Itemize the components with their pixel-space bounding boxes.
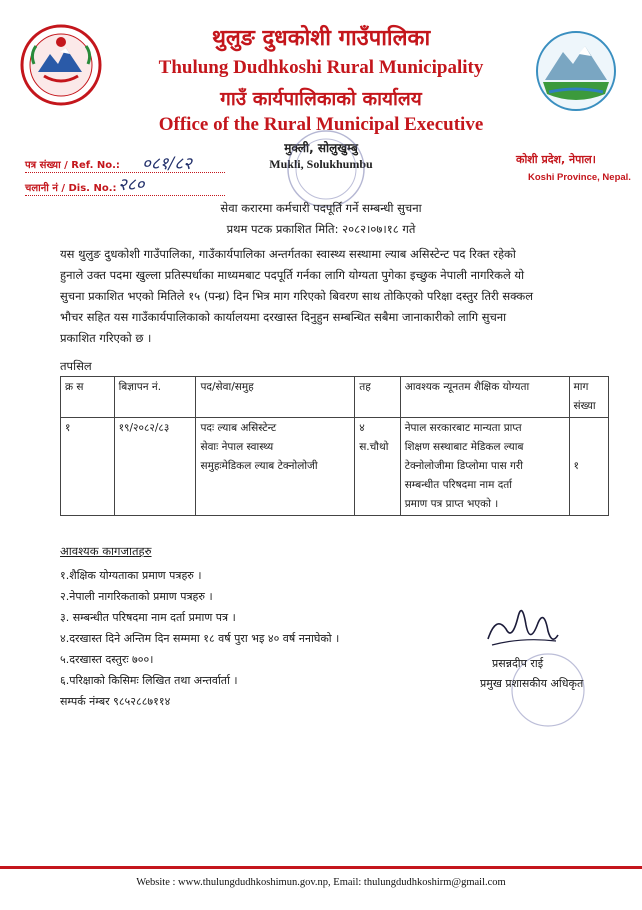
cell-count: १ (569, 418, 608, 516)
ref-label: पत्र संख्या / Ref. No.: (25, 160, 120, 171)
dis-value: २८० (118, 175, 145, 195)
post-line: सेवाः नेपाल स्वास्थ्य (200, 441, 274, 453)
paragraph-line: यस थुलुङ दुधकोशी गाउँपालिका, गाउँकार्यपालिका अन्तर्गतका स्वास्थ्य सस्थामा ल्याब असिस्टेन्ट पद रिक्त रहेको (60, 247, 516, 261)
cell-level (355, 418, 400, 516)
notice-published-date: प्रथम पटक प्रकाशित मिति: २०८२।०७।१८ गते (226, 222, 416, 236)
vacancy-table (60, 376, 609, 516)
province-en: Koshi Province, Nepal. (528, 172, 631, 183)
list-item: ४.दरखास्त दिने अन्तिम दिन सम्ममा १८ वर्ष पुरा भइ ४० वर्ष ननाघेको । (60, 632, 340, 645)
list-item: ५.दरखास्त दस्तुरः ७००। (60, 653, 154, 666)
post-line: समुहःमेडिकल ल्याब टेक्नोलोजी (200, 460, 318, 472)
paragraph-line: सुचना प्रकाशित भएको मितिले १५ (पन्ध्र) दिन भित्र माग गरिएको बिवरण साथ तोकिएको परिक्षा दस्तुर तिरी सक्कल (60, 289, 534, 303)
qualification-line: प्रमाण पत्र प्राप्त भएको । (404, 498, 499, 510)
documents-list (60, 565, 460, 712)
signatory-name: प्रसन्नदीप राई (492, 657, 544, 670)
province-np: कोशी प्रदेश, नेपाल। (516, 153, 596, 166)
municipality-title-np: थुलुङ दुधकोशी गाउँपालिका (211, 26, 431, 51)
paragraph-line: प्रकाशित गरिएको छ । (60, 331, 152, 345)
documents-heading: आवश्यक कागजातहरु (60, 544, 152, 558)
paragraph-line: हुनाले उक्त पदमा खुल्ला प्रतिस्पर्धाका माध्यमबाट पदपूर्ति गर्नका लागि योग्यता पुगेका इच्छुक नेपाली नागरिकले यो (60, 268, 525, 282)
col-header-advert: बिज्ञापन नं. (114, 377, 196, 418)
list-item: सम्पर्क नंम्बर ९८५२८८७११४ (60, 695, 171, 708)
col-header-post: पद/सेवा/समुह (196, 377, 355, 418)
notice-subject: सेवा करारमा कर्मचारी पदपूर्ति गर्ने सम्बन्धी सुचना (220, 201, 422, 215)
details-label: तपसिल (60, 359, 92, 373)
footer-divider (0, 866, 642, 869)
qualification-line: शिक्षण सस्थाबाट मेडिकल ल्याब (404, 441, 524, 453)
office-title-en: Office of the Rural Municipal Executive (158, 114, 484, 135)
qualification-line: सम्बन्धीत परिषदमा नाम दर्ता (404, 479, 513, 491)
qualification-line: टेक्नोलोजीमा डिप्लोमा पास गरी (404, 460, 523, 472)
list-item: १.शैक्षिक योग्यताका प्रमाण पत्रहरु । (60, 569, 202, 582)
post-line: पदः ल्याब असिस्टेन्ट (200, 422, 277, 434)
municipality-title-en: Thulung Dudhkoshi Rural Municipality (158, 57, 484, 78)
list-item: ६.परिक्षाको किसिमः लिखित तथा अन्तर्वार्ता । (60, 674, 238, 687)
place-np: मुक्ली, सोलुखुम्बु (284, 141, 358, 155)
office-stamp (285, 128, 367, 210)
table-header-row (61, 377, 609, 418)
dis-underline (25, 195, 225, 196)
ref-value: ०८१/८२ (142, 154, 192, 174)
col-header-sn: क्र स (61, 377, 115, 418)
col-header-qualification: आवश्यक न्यूनतम शैक्षिक योग्यता (400, 377, 569, 418)
signature-mark (482, 595, 562, 655)
paragraph-line: भौचर सहित यस गाउँकार्यपालिकाको कार्यालयमा दरखास्त दिनुहुन सम्बन्धित सबैमा जानाकारीको लागि सुचना (60, 310, 507, 324)
cell-advert: १९/२०८२/८३ (114, 418, 196, 516)
footer-contact: Website : www.thulungdudhkoshimun.gov.np, Email: thulungdudhkoshirm@gmail.com (136, 877, 506, 888)
qualification-line: नेपाल सरकारबाट मान्यता प्राप्त (404, 422, 522, 434)
cell-qualification (400, 418, 569, 516)
cell-sn: १ (61, 418, 115, 516)
table-row (61, 418, 609, 516)
list-item: ३. सम्बन्धीत परिषदमा नाम दर्ता प्रमाण पत्र । (60, 611, 236, 624)
list-item: २.नेपाली नागरिकताको प्रमाण पत्रहरु । (60, 590, 213, 603)
office-title-np: गाउँ कार्यपालिकाको कार्यालय (220, 88, 422, 110)
col-header-count: माग संख्या (569, 377, 608, 418)
notice-paragraph (60, 244, 620, 349)
level-line: स.चौथो (359, 441, 389, 453)
place-en: Mukli, Solukhumbu (269, 157, 373, 171)
level-line: ४ (359, 422, 365, 434)
cell-post (196, 418, 355, 516)
dis-label: चलानी नं / Dis. No.: (25, 183, 117, 194)
signatory-title: प्रमुख प्रशासकीय अधिकृत (480, 677, 584, 690)
col-header-level: तह (355, 377, 400, 418)
